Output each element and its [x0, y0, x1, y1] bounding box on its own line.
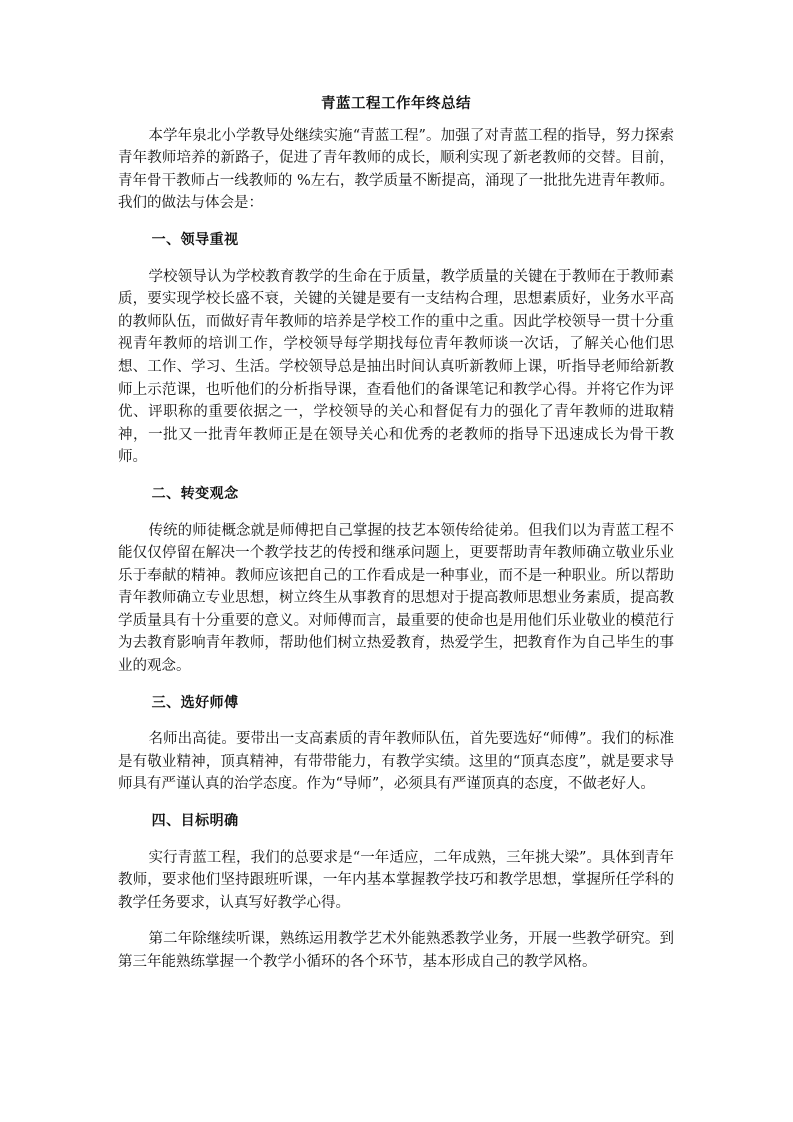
section-heading: 二、转变观念 — [151, 485, 239, 502]
intro-paragraph: 本学年泉北小学教导处继续实施“青蓝工程”。加强了对青蓝工程的指导，努力探索青年教师培养的新路子，促进了青年教师的成长，顺利实现了新老教师的交替。目前，青年骨干教师占一线教师的 %左右，教学质量不断提高，涌现了一批批先进青年教师。我们的做法与体会是： — [118, 127, 674, 212]
document-body — [118, 93, 674, 988]
section-leadership — [118, 229, 674, 469]
section-paragraph: 第二年除继续听课，熟练运用教学艺术外能熟悉教学业务，开展一些教学研究。到第三年能熟练掌握一个教学小循环的各个环节，基本形成自己的教学风格。 — [118, 931, 674, 970]
section-paragraph: 实行青蓝工程，我们的总要求是“一年适应，二年成熟，三年挑大梁”。具体到青年教师，要求他们坚持跟班听课，一年内基本掌握教学技巧和教学思想，掌握所任学科的教学任务要求，认真写好教学心得。 — [118, 849, 674, 911]
section-choose-mentors — [118, 692, 674, 796]
section-heading: 四、目标明确 — [151, 813, 239, 830]
section-heading: 三、选好师傅 — [151, 694, 239, 711]
section-paragraph: 学校领导认为学校教育教学的生命在于质量，教学质量的关键在于教师在于教师素质，要实现学校长盛不衰，关键的关键是要有一支结构合理，思想素质好，业务水平高的教师队伍，而做好青年教师的培养是学校工作的重中之重。因此学校领导一贯十分重视青年教师的培训工作，学校领导每学期找每位青年教师谈一次话，了解关心他们思想、工作、学习、生活。学校领导总是抽出时间认真听新教师上课，听指导老师给新教师上示范课，也听他们的分析指导课，查看他们的备课笔记和教学心得。并将它作为评优、评职称的重要依据之一，学校领导的关心和督促有力的强化了青年教师的进取精神，一批又一批青年教师正是在领导关心和优秀的老教师的指导下迅速成长为骨干教师。 — [118, 268, 674, 466]
section-change-concept — [118, 483, 674, 678]
section-paragraph: 传统的师徒概念就是师傅把自己掌握的技艺本领传给徒弟。但我们以为青蓝工程不能仅仅停留在解决一个教学技艺的传授和继承问题上，更要帮助青年教师确立敬业乐业乐于奉献的精神。教师应该把自己的工作看成是一种事业，而不是一种职业。所以帮助青年教师确立专业思想，树立终生从事教育的思想对于提高教师思想业务素质，提高教学质量具有十分重要的意义。对师傅而言，最重要的使命也是用他们乐业敬业的模范行为去教育影响青年教师，帮助他们树立热爱教育，热爱学生，把教育作为自己毕生的事业的观念。 — [118, 522, 674, 675]
document-title: 青蓝工程工作年终总结 — [321, 96, 471, 112]
section-clear-goals — [118, 810, 674, 974]
section-paragraph: 名师出高徒。要带出一支高素质的青年教师队伍，首先要选好“师傅”。我们的标准是有敬业精神，顶真精神，有带带能力，有教学实绩。这里的“顶真态度”，就是要求导师具有严谨认真的治学态度。作为“导师”，必须具有严谨顶真的态度，不做老好人。 — [118, 731, 674, 793]
section-heading: 一、领导重视 — [151, 231, 239, 248]
